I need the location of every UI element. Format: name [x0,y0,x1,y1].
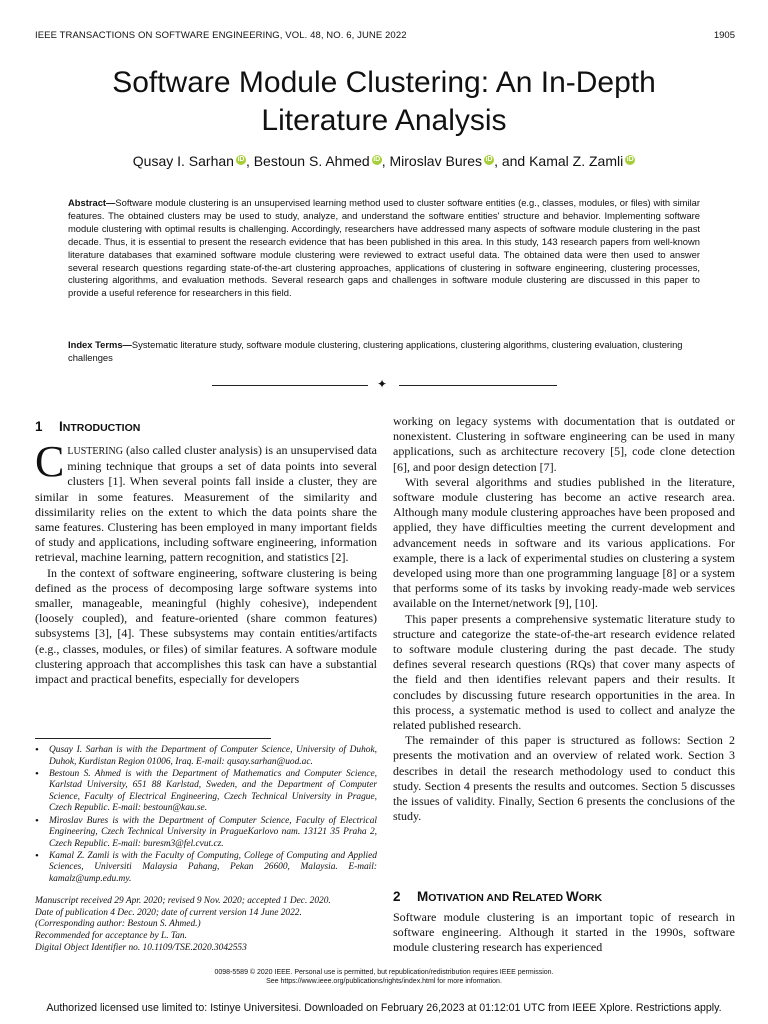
section-title-part: R [512,889,522,904]
title-line-2: Literature Analysis [261,104,507,137]
index-terms [68,339,700,365]
author-name: Bestoun S. Ahmed [253,153,370,169]
license-banner: Authorized licensed use limited to: Istinye Universitesi. Downloaded on February 26,2023 at 01:12:01 UTC from IEEE Xplore. Restrictions apply. [46,1002,722,1014]
copyright-notice [60,969,708,986]
copyright-line: See https://www.ieee.org/publications/rights/index.html for more information. [266,977,502,985]
drop-cap: C [35,437,65,486]
paragraph: The remainder of this paper is structured as follows: Section 2 presents the motivation and an overview of related work. Section 3 describes in detail the research methodology used to conduct this study. Section 4 presents the results and outcomes. Section 5 discusses the issues of validity. Finally, Section 6 presents the conclusions of the study. [393,733,735,824]
footnote-item: • Bestoun S. Ahmed is with the Department of Mathematics and Computer Science, Karlstad University, 651 88 Karlstad, Sweden, and the Department of Computer Science, Faculty of Electrical Engineering, Czech Technical University in Prague, Czech Republic. E-mail: bestoun@kau.se. [49,769,377,815]
divider-diamond-icon: ✦ [377,377,388,391]
author-name: Miroslav Bures [389,153,483,169]
section-title-part: W [565,889,579,904]
right-column-body [393,414,735,824]
author-footnotes [35,745,377,886]
lead-word: LUSTERING [67,446,123,457]
index-terms-label: Index Terms— [68,339,132,350]
abstract [68,197,700,300]
manuscript-line: Date of publication 4 Dec. 2020; date of current version 14 June 2022. [35,907,302,918]
index-terms-text: Systematic literature study, software module clustering, clustering applications, clustering algorithms, clustering evaluation, clustering challenges [68,339,683,363]
footnote-rule [35,738,271,739]
orcid-icon[interactable]: iD [485,156,493,163]
section-title-part: ELATED [521,892,566,904]
author-name: Qusay I. Sarhan [132,153,234,169]
footnote-item: • Miroslav Bures is with the Department of Computer Science, Faculty of Electrical Engineering, Czech Technical University in PragueKarlovo nam. 13121 35 Praha 2, Czech Republic. E-mail: buresm3@fel.cvut.cz. [49,816,377,851]
author-name: Kamal Z. Zamli [529,153,624,169]
section-title-part: OTIVATION AND [428,892,513,904]
section-2-heading [393,889,602,904]
title-line-1: Software Module Clustering: An In-Depth [112,66,656,99]
paragraph: This paper presents a comprehensive systematic literature study to structure and categorize the state-of-the-art research evidence related to software module clustering during the past decade. The study defines several research questions (RQs) that cover many aspects of the field and then identifies relevant papers and their results. It concludes by discussing future research opportunities in the area. In this process, a systematic method is used to collect and analyze the related published research. [393,611,735,733]
author-separator: , [381,153,390,169]
section-title-part: ORK [578,892,603,904]
page-number: 1905 [713,30,735,41]
section-2-body [393,910,735,956]
paper-title [40,64,728,140]
section-number: 1 [35,419,43,434]
section-title-part: M [417,889,429,904]
manuscript-info [35,896,377,955]
section-1-heading [35,419,140,434]
paragraph-text: (also called cluster analysis) is an unsupervised data mining technique that groups a set of data points into several clusters [1]. When several points fall inside a cluster, they are similar in some features. Measurement of the similarity and dissimilarity relies on the extent to which the data points share the same features. Clustering has been employed in many important fields of study and applications, including software engineering, information retrieval, machine learning, pattern recognition, and statistics [2]. [35,443,377,565]
footnote-item: • Kamal Z. Zamli is with the Faculty of Computing, College of Computing and Applied Sciences, Universiti Malaysia Pahang, Pekan 26600, Malaysia. E-mail: kamalz@ump.edu.my. [49,851,377,886]
copyright-line: 0098-5589 © 2020 IEEE. Personal use is permitted, but republication/redistribution requires IEEE permission. [214,969,554,976]
paragraph: Software module clustering is an important topic of research in software engineering. Although it started in the 1990s, software module clustering research has experienced [393,910,735,955]
abstract-text: Software module clustering is an unsupervised learning method used to cluster software entities (e.g., classes, modules, or files) with similar features. The obtained clusters may be used to study, analyze, and understand the software entities' structure and behavior. Implementing software module clustering with optimal results is challenging. Accordingly, researchers have addressed many aspects of software module clustering in the past decade. Thus, it is essential to present the research evidence that has been published in this area. In this study, 143 research papers from well-known literature databases that examined software module clustering were reviewed to extract useful data. The obtained data were then used to answer several research questions regarding state-of-the-art clustering approaches, applications of clustering in software engineering, clustering processes, clustering algorithms, and evaluation methods. Several research gaps and challenges in software module clustering are discussed in this paper to provide a useful reference for researchers in this field. [68,197,700,299]
left-column-body [35,437,377,687]
paragraph: In the context of software engineering, software clustering is being defined as the process of decomposing large software systems into smaller, manageable, meaningful (highly cohesive), independent (loosely coupled), and feature-oriented (share common features) subsystems [3], [4]. These subsystems may contain entities/artifacts (e.g., classes, modules, or files) of similar features. A software module clustering approach that accomplishes this task can have a substantial impact and practical benefits, especially for developers [35,565,377,687]
author-list [40,153,728,169]
manuscript-line: Digital Object Identifier no. 10.1109/TSE.2020.3042553 [35,942,247,953]
divider-rule-left [212,385,368,386]
author-separator: , and [494,153,530,169]
section-title-initial: I [59,419,63,434]
manuscript-line: Manuscript received 29 Apr. 2020; revised 9 Nov. 2020; accepted 1 Dec. 2020. [35,896,331,906]
paragraph: With several algorithms and studies published in the literature, software module clustering has become an active research area. Although many module clustering approaches have been proposed and applied, they have difficulties meeting the current development and advancement needs in software and its various applications. For example, there is a lack of experimental studies on clustering a system developed using more than one programming language [8] or a system that performs some of its tasks by invoking ready-made web services available on the Internet/network [9], [10]. [393,474,735,611]
divider-rule-right [399,385,557,386]
footnote-item: • Qusay I. Sarhan is with the Department of Computer Science, University of Duhok, Duhok, Kurdistan Region 01006, Iraq. E-mail: qusay.sarhan@uod.ac. [49,745,377,768]
running-header: IEEE TRANSACTIONS ON SOFTWARE ENGINEERING, VOL. 48, NO. 6, JUNE 2022 [35,30,407,41]
orcid-icon[interactable]: iD [373,156,381,163]
author-separator: , [245,153,254,169]
section-title-rest: NTRODUCTION [62,422,141,434]
section-number: 2 [393,889,401,904]
abstract-label: Abstract— [68,197,116,208]
manuscript-line: Recommended for acceptance by L. Tan. [35,931,187,942]
orcid-icon[interactable]: iD [626,156,634,163]
orcid-icon[interactable]: iD [237,156,245,163]
manuscript-line: (Corresponding author: Bestoun S. Ahmed.) [35,919,201,930]
paragraph: working on legacy systems with documentation that is outdated or nonexistent. Clustering in software engineering can be used in many applications, such as architecture recovery [5], code clone detection [6], and poor design detection [7]. [393,414,735,474]
paragraph [35,437,377,566]
